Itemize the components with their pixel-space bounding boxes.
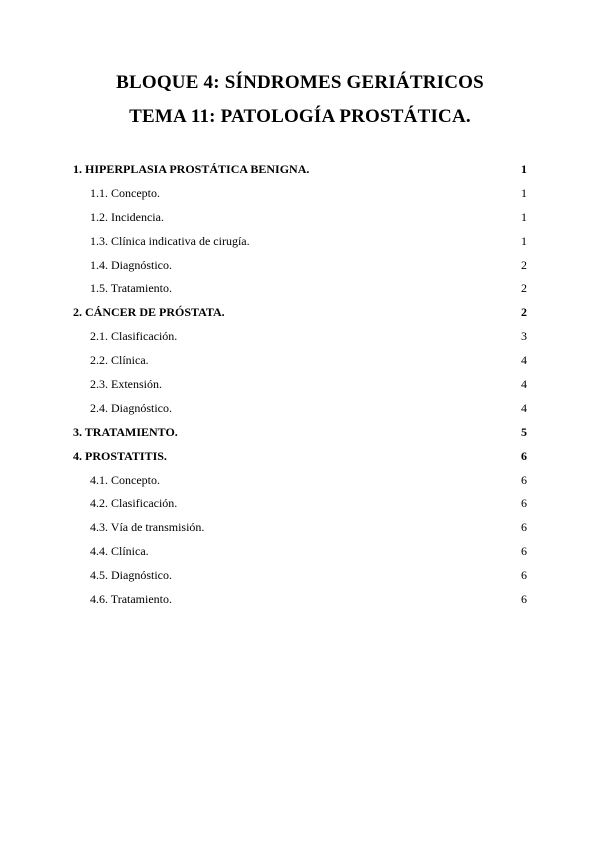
- toc-entry-label: 4.4. Clínica.: [90, 544, 149, 559]
- toc-page-number: 1: [521, 233, 527, 248]
- toc-page-number: 6: [521, 496, 527, 511]
- toc-page-number: 6: [521, 520, 527, 535]
- toc-subsection-entry[interactable]: [73, 373, 527, 397]
- toc-page-number: 2: [521, 257, 527, 272]
- toc-page-number: 6: [521, 592, 527, 607]
- toc-page-number: 1: [521, 209, 527, 224]
- toc-page-number: 6: [521, 544, 527, 559]
- toc-section-entry[interactable]: [73, 421, 527, 445]
- toc-entry-label: 4.2. Clasificación.: [90, 496, 178, 511]
- toc-subsection-entry[interactable]: [73, 564, 527, 588]
- toc-page-number: 6: [521, 472, 527, 487]
- toc-entry-label: 1.4. Diagnóstico.: [90, 257, 172, 272]
- toc-entry-label: 1.1. Concepto.: [90, 185, 160, 200]
- toc-section-entry[interactable]: [73, 301, 527, 325]
- toc-entry-label: 1.5. Tratamiento.: [90, 281, 173, 296]
- toc-page-number: 2: [521, 281, 527, 296]
- toc-subsection-entry[interactable]: [73, 397, 527, 421]
- toc-subsection-entry[interactable]: [73, 254, 527, 278]
- toc-entry-label: 2.3. Extensión.: [90, 377, 162, 392]
- toc-page-number: 4: [521, 400, 527, 415]
- toc-entry-label: 3. TRATAMIENTO.: [73, 424, 178, 439]
- toc-subsection-entry[interactable]: [73, 325, 527, 349]
- toc-subsection-entry[interactable]: [73, 469, 527, 493]
- toc-entry-label: 2.2. Clínica.: [90, 353, 149, 368]
- topic-title: TEMA 11: PATOLOGÍA PROSTÁTICA.: [129, 106, 471, 127]
- toc-subsection-entry[interactable]: [73, 516, 527, 540]
- toc-page-number: 6: [521, 448, 527, 463]
- table-of-contents: [73, 158, 527, 612]
- toc-entry-label: 4.1. Concepto.: [90, 472, 160, 487]
- toc-entry-label: 4.6. Tratamiento.: [90, 592, 173, 607]
- toc-page-number: 2: [521, 305, 527, 320]
- toc-section-entry[interactable]: [73, 445, 527, 469]
- toc-section-entry[interactable]: [73, 158, 527, 182]
- toc-page-number: 4: [521, 353, 527, 368]
- toc-entry-label: 2. CÁNCER DE PRÓSTATA.: [73, 305, 225, 320]
- toc-page-number: 1: [521, 185, 527, 200]
- toc-page-number: 6: [521, 568, 527, 583]
- toc-entry-label: 4.3. Vía de transmisión.: [90, 520, 205, 535]
- toc-subsection-entry[interactable]: [73, 349, 527, 373]
- toc-entry-label: 4. PROSTATITIS.: [73, 448, 167, 463]
- toc-entry-label: 4.5. Diagnóstico.: [90, 568, 172, 583]
- toc-subsection-entry[interactable]: [73, 277, 527, 301]
- toc-page-number: 4: [521, 377, 527, 392]
- toc-page-number: 1: [521, 162, 527, 176]
- toc-entry-label: 1. HIPERPLASIA PROSTÁTICA BENIGNA.: [73, 162, 310, 176]
- toc-entry-label: 1.3. Clínica indicativa de cirugía.: [90, 233, 250, 248]
- toc-entry-label: 1.2. Incidencia.: [90, 209, 164, 224]
- toc-subsection-entry[interactable]: [73, 540, 527, 564]
- toc-entry-label: 2.1. Clasificación.: [90, 329, 178, 344]
- toc-subsection-entry[interactable]: [73, 182, 527, 206]
- toc-subsection-entry[interactable]: [73, 588, 527, 612]
- toc-page-number: 3: [521, 329, 527, 344]
- block-title: BLOQUE 4: SÍNDROMES GERIÁTRICOS: [116, 72, 484, 93]
- toc-subsection-entry[interactable]: [73, 230, 527, 254]
- toc-subsection-entry[interactable]: [73, 492, 527, 516]
- toc-subsection-entry[interactable]: [73, 206, 527, 230]
- toc-entry-label: 2.4. Diagnóstico.: [90, 400, 172, 415]
- toc-page-number: 5: [521, 424, 527, 439]
